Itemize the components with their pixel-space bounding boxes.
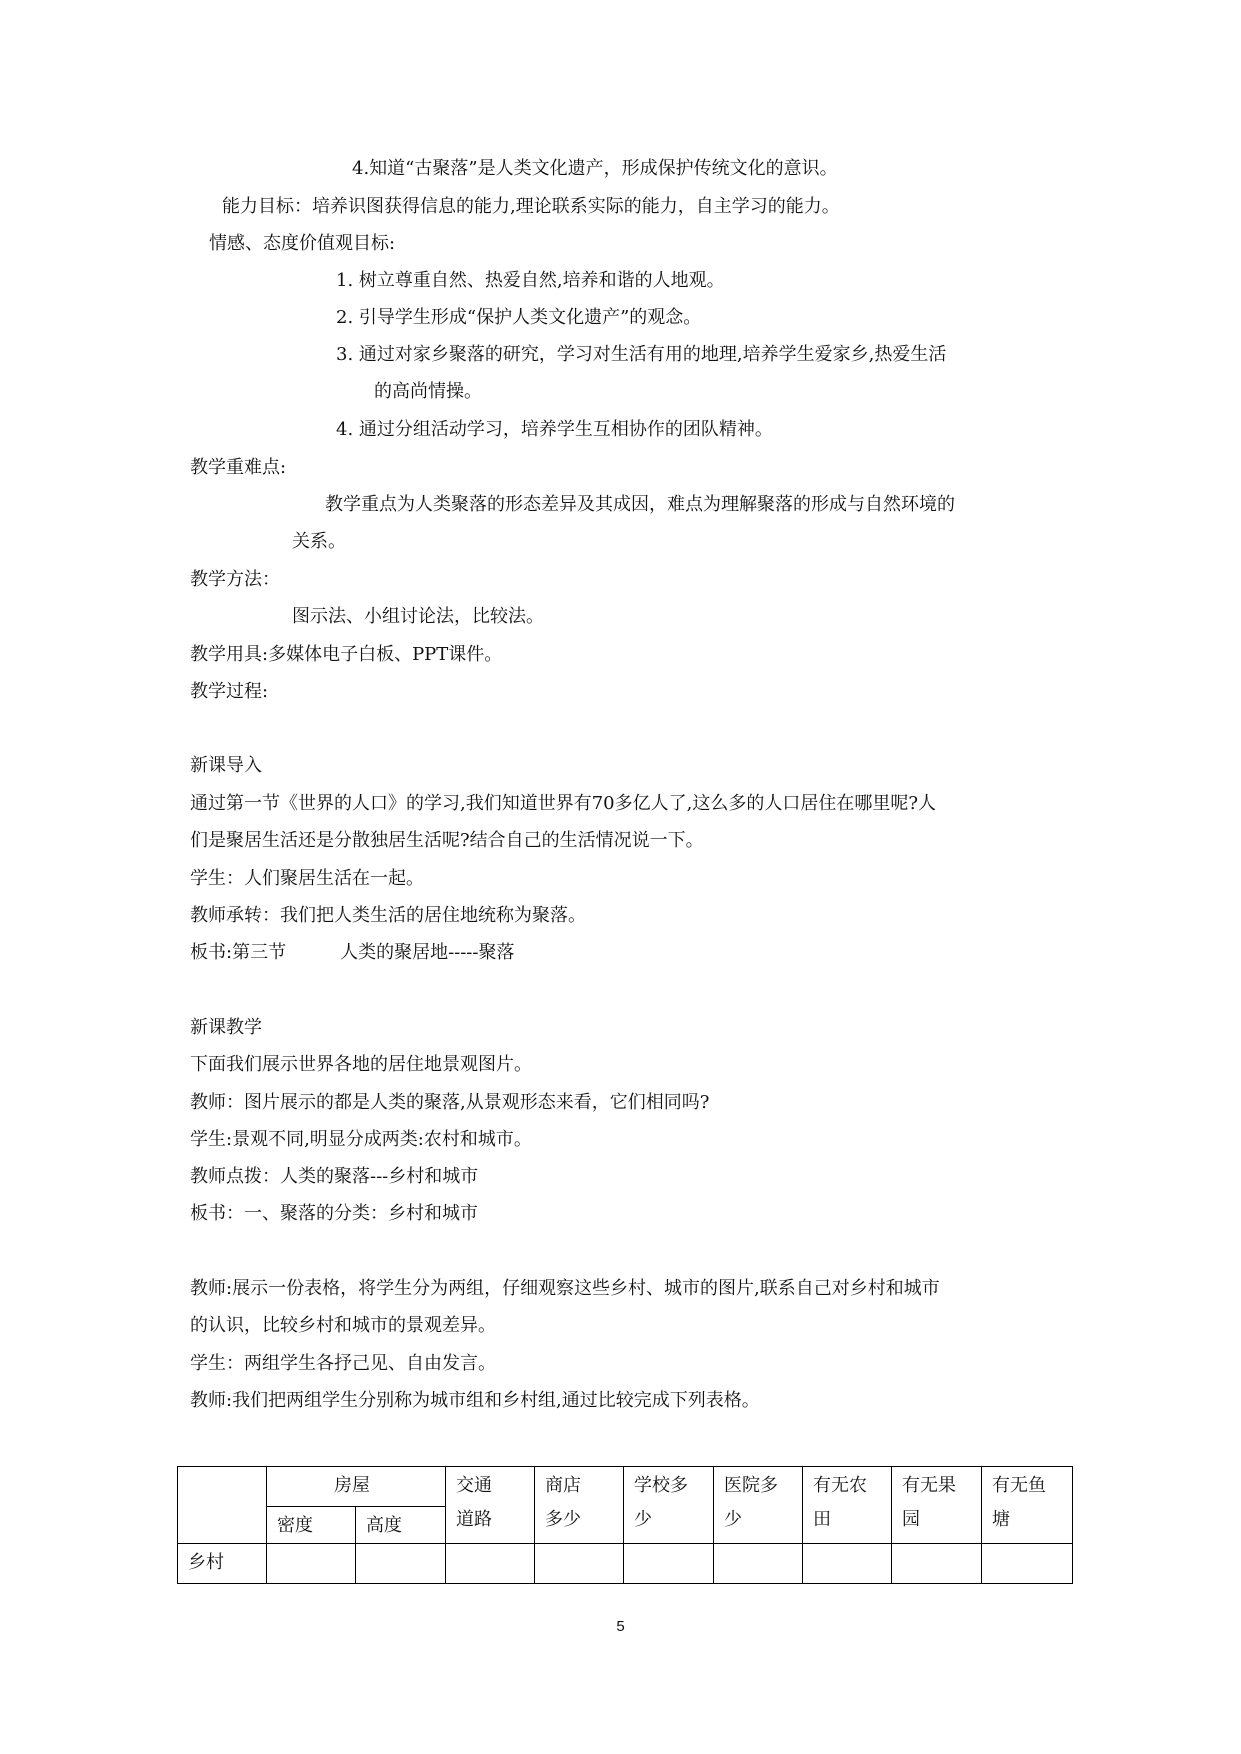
header-farmland: 有无农 田 xyxy=(803,1467,892,1544)
emotion-item-1: 1. 树立尊重自然、热爱自然,培养和谐的人地观。 xyxy=(336,270,725,291)
table-cell xyxy=(624,1544,714,1584)
header-fishpond: 有无鱼 塘 xyxy=(982,1467,1073,1544)
objective-item-4: 4.知道“古聚落”是人类文化遗产，形成保护传统文化的意识。 xyxy=(352,158,838,179)
ability-objective: 能力目标：培养识图获得信息的能力,理论联系实际的能力，自主学习的能力。 xyxy=(222,196,840,217)
intro-text: 通过第一节《世界的人口》的学习,我们知道世界有70多亿人了,这么多的人口居住在哪里呢?人 xyxy=(190,793,936,814)
table-cell xyxy=(714,1544,803,1584)
header-corner-cell xyxy=(178,1467,267,1544)
header-hospitals: 医院多 少 xyxy=(714,1467,803,1544)
table-cell xyxy=(982,1544,1073,1584)
table-cell xyxy=(267,1544,356,1584)
table-cell xyxy=(446,1544,535,1584)
process-heading: 教学过程: xyxy=(190,681,269,702)
teacher-activity: 教师:展示一份表格，将学生分为两组，仔细观察这些乡村、城市的图片,联系自己对乡村和城市 xyxy=(190,1278,940,1299)
student-answer-2: 学生:景观不同,明显分成两类:农村和城市。 xyxy=(190,1129,532,1150)
teacher-activity-cont: 的认识，比较乡村和城市的景观差异。 xyxy=(190,1315,496,1336)
intro-text-cont: 们是聚居生活还是分散独居生活呢?结合自己的生活情况说一下。 xyxy=(190,830,704,851)
emotion-item-3-cont: 的高尚情操。 xyxy=(374,381,482,402)
table-cell xyxy=(892,1544,982,1584)
intro-heading: 新课导入 xyxy=(190,755,262,776)
teacher-question: 教师：图片展示的都是人类的聚落,从景观形态来看，它们相同吗? xyxy=(190,1092,710,1113)
teacher-hint: 教师点拨：人类的聚落---乡村和城市 xyxy=(190,1166,479,1187)
table-cell xyxy=(535,1544,624,1584)
emotion-item-3: 3. 通过对家乡聚落的研究，学习对生活有用的地理,培养学生爱家乡,热爱生活 xyxy=(336,344,947,365)
header-shops: 商店 多少 xyxy=(535,1467,624,1544)
table-cell xyxy=(803,1544,892,1584)
key-points-heading: 教学重难点: xyxy=(190,457,287,478)
tools-line: 教学用具:多媒体电子白板、PPT课件。 xyxy=(190,644,503,665)
comparison-table xyxy=(177,1466,1073,1584)
page-number: 5 xyxy=(616,1618,625,1635)
emotion-objective-heading: 情感、态度价值观目标: xyxy=(209,233,396,254)
methods-heading: 教学方法： xyxy=(190,569,280,590)
key-points-text-cont: 关系。 xyxy=(292,531,346,552)
header-orchard: 有无果 园 xyxy=(892,1467,982,1544)
key-points-text: 教学重点为人类聚落的形态差异及其成因，难点为理解聚落的形成与自然环境的 xyxy=(325,494,955,515)
header-housing: 房屋 xyxy=(267,1467,446,1507)
board-note-1: 板书：一、聚落的分类：乡村和城市 xyxy=(190,1203,478,1224)
student-answer-1: 学生：人们聚居生活在一起。 xyxy=(190,868,424,889)
row-label-village: 乡村 xyxy=(178,1544,267,1584)
header-traffic: 交通 道路 xyxy=(446,1467,535,1544)
teacher-transition: 教师承转：我们把人类生活的居住地统称为聚落。 xyxy=(190,905,586,926)
emotion-item-4: 4. 通过分组活动学习，培养学生互相协作的团队精神。 xyxy=(336,419,773,440)
board-note-title: 板书:第三节 人类的聚居地-----聚落 xyxy=(190,942,515,963)
teacher-instruction: 教师:我们把两组学生分别称为城市组和乡村组,通过比较完成下列表格。 xyxy=(190,1390,760,1411)
emotion-item-2: 2. 引导学生形成“保护人类文化遗产”的观念。 xyxy=(336,307,702,328)
header-schools: 学校多 少 xyxy=(624,1467,714,1544)
header-height: 高度 xyxy=(356,1507,446,1544)
student-answer-3: 学生：两组学生各抒己见、自由发言。 xyxy=(190,1353,496,1374)
table-cell xyxy=(356,1544,446,1584)
lesson-text-1: 下面我们展示世界各地的居住地景观图片。 xyxy=(190,1054,532,1075)
methods-text: 图示法、小组讨论法，比较法。 xyxy=(292,606,544,627)
new-lesson-heading: 新课教学 xyxy=(190,1017,262,1038)
header-density: 密度 xyxy=(267,1507,356,1544)
